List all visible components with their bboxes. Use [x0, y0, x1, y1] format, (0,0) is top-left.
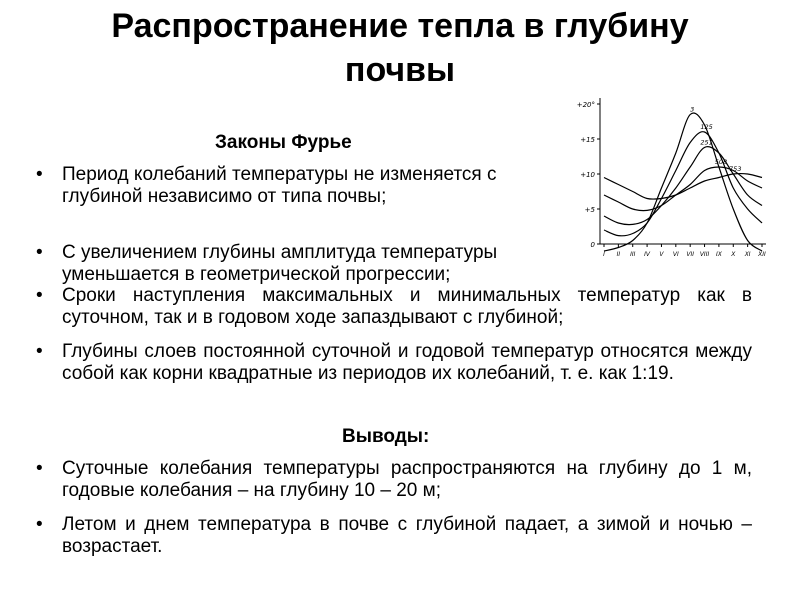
series-label-125: 125 — [700, 123, 713, 131]
series-label-251: 251 — [700, 138, 713, 147]
conclusion-text: Суточные колебания температуры распространяются на глубину до 1 м, годовые колебания – на глубину 10 – 20 м; — [62, 458, 752, 501]
x-tick-label: X — [731, 251, 736, 258]
series-label-3: 3 — [690, 105, 695, 114]
law-item-4 — [36, 341, 752, 385]
bullet-dot: • — [36, 164, 43, 185]
bullet-dot: • — [36, 514, 43, 535]
x-tick-label: IX — [715, 251, 722, 258]
law-item-1 — [36, 164, 532, 208]
y-tick-label: +5 — [584, 206, 595, 214]
conclusion-text: Летом и днем температура в почве с глубиной падает, а зимой и ночью – возрастает. — [62, 514, 752, 557]
x-tick-label: XI — [744, 251, 751, 258]
slide-title-line2: почвы — [344, 51, 456, 89]
slide-title — [0, 4, 800, 92]
x-tick-label: V — [659, 251, 664, 258]
law-text: Сроки наступления максимальных и минимальных температур как в суточном, так и в годовом ходе запаздывают с глубиной; — [62, 285, 752, 328]
y-tick-label: +15 — [580, 136, 595, 144]
law-item-2 — [36, 242, 562, 286]
conclusion-item-1 — [36, 458, 752, 502]
series-label-508: 508 — [714, 158, 728, 166]
soil-temperature-chart — [570, 94, 770, 266]
bullet-dot: • — [36, 458, 43, 479]
y-tick-label: +10 — [580, 171, 595, 179]
fourier-laws-heading: Законы Фурье — [215, 132, 352, 153]
y-tick-label: 0 — [590, 241, 595, 249]
law-item-3 — [36, 285, 752, 329]
law-text: С увеличением глубины амплитуда температуры уменьшается в геометрической прогрессии; — [62, 242, 498, 285]
x-tick-label: II — [616, 251, 621, 258]
law-text: Период колебаний температуры не изменяется с глубиной независимо от типа почвы; — [62, 164, 497, 207]
x-tick-label: VI — [672, 251, 679, 258]
x-tick-label: XII — [758, 251, 766, 258]
slide-title-line1: Распространение тепла в глубину — [111, 7, 689, 45]
x-tick-label: VIII — [699, 251, 710, 258]
x-tick-label: VII — [686, 251, 695, 258]
x-tick-label: I — [603, 251, 605, 258]
conclusions-heading: Выводы: — [342, 426, 430, 447]
law-text: Глубины слоев постоянной суточной и годовой температур относятся между собой как корни квадратные из периодов их колебаний, т. е. как 1:19. — [62, 341, 752, 384]
conclusion-item-2 — [36, 514, 752, 558]
series-label-753: 753 — [729, 165, 742, 173]
y-tick-label: +20° — [576, 101, 595, 109]
x-tick-label: III — [630, 251, 636, 258]
series-line-251 — [604, 147, 762, 225]
bullet-dot: • — [36, 242, 43, 263]
x-tick-label: IV — [644, 251, 651, 258]
bullet-dot: • — [36, 285, 43, 306]
bullet-dot: • — [36, 341, 43, 362]
